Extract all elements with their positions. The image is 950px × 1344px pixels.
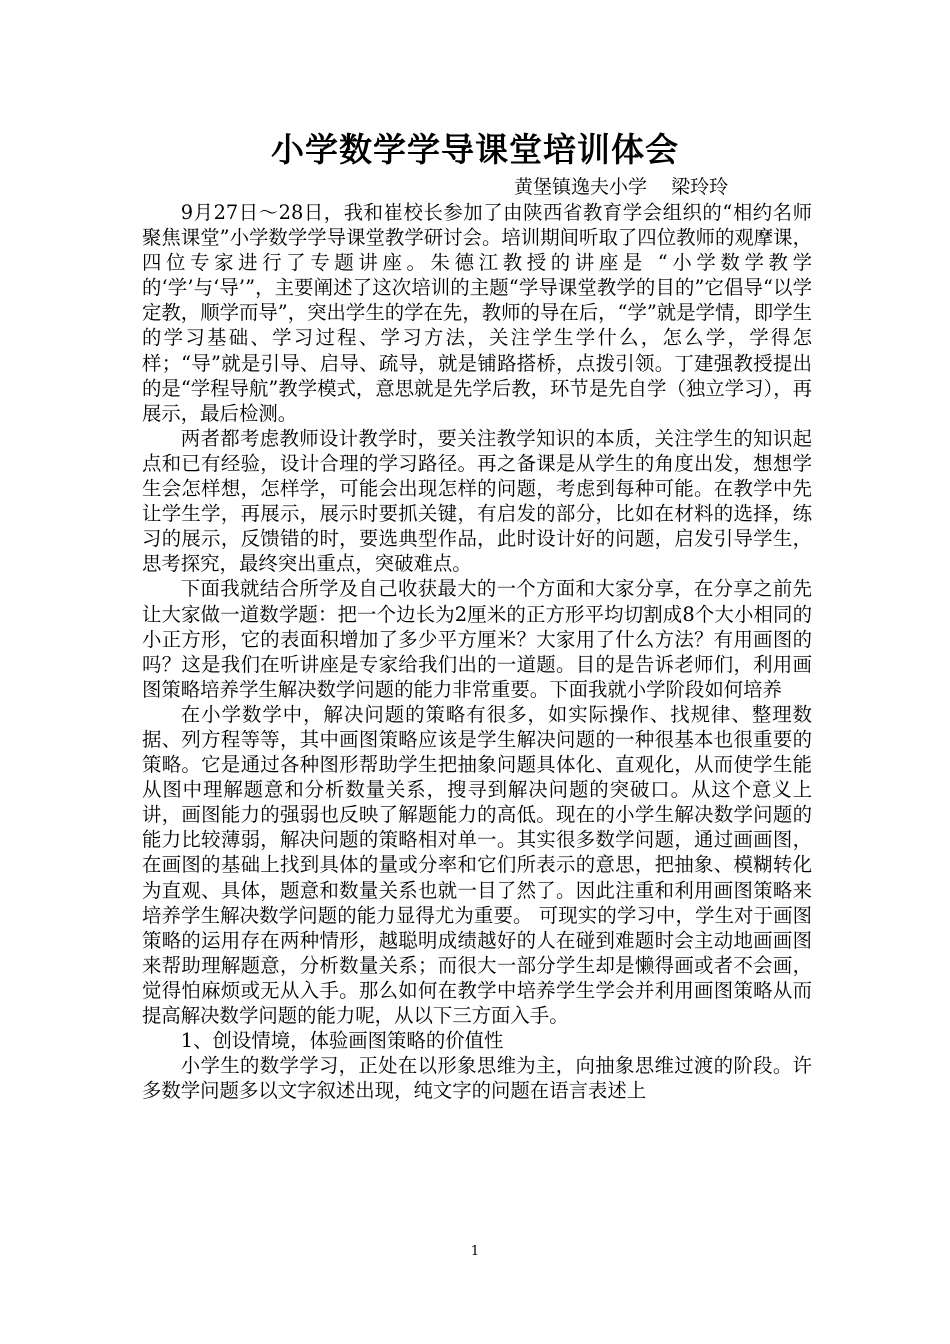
paragraph: 在小学数学中，解决问题的策略有很多，如实际操作、找规律、整理数据、列方程等等，其中画图策略应该是学生解决问题的一种很基本也很重要的策略。它是通过各种图形帮助学生把抽象问题具体化、直观化，从而使学生能从图中理解题意和分析数量关系，搜寻到解决问题的突破口。从这个意义上讲，画图能力的强弱也反映了解题能力的高低。现在的小学生解决数学问题的能力比较薄弱，解决问题的策略相对单一。其实很多数学问题，通过画画图，在画图的基础上找到具体的量或分率和它们所表示的意思，把抽象、模糊转化为直观、具体，题意和数量关系也就一目了然了。因此注重和利用画图策略来培养学生解决数学问题的能力显得尤为重要。 可现实的学习中，学生对于画图策略的运用存在两种情形，越聪明成绩越好的人在碰到难题时会主动地画画图来帮助理解题意，分析数量关系；而很大一部分学生却是懒得画或者不会画，觉得怕麻烦或无从入手。那么如何在教学中培养学生学会并利用画图策略从而提高解决数学问题的能力呢，从以下三方面入手。	[142, 702, 812, 1027]
document-body	[142, 200, 812, 1103]
page-number: 1	[470, 1244, 480, 1259]
section-heading: 1、创设情境，体验画图策略的价值性	[180, 1029, 504, 1053]
paragraph: 9月27日～28日，我和崔校长参加了由陕西省教育学会组织的“相约名师 聚焦课堂”小学数学学导课堂教学研讨会。培训期间听取了四位教师的观摩课，四位专家进行了专题讲座。朱德江教授的讲座是 “小学数学教学的‘学’与‘导’”，主要阐述了这次培训的主题“学导课堂教学的目的”它倡导“以学定教，顺学而导”，突出学生的学在先，教师的导在后，“学”就是学情，即学生的学习基础、学习过程、学习方法，关注学生学什么，怎么学，学得怎样；“导”就是引导、启导、疏导，就是铺路搭桥，点拨引领。丁建强教授提出的是“学程导航”教学模式，意思就是先学后教，环节是先自学（独立学习），再展示，最后检测。	[142, 201, 812, 425]
author-byline: 黄堡镇逸夫小学 梁玲玲	[514, 176, 729, 198]
paragraph: 两者都考虑教师设计教学时，要关注教学知识的本质，关注学生的知识起点和已有经验，设计合理的学习路径。再之备课是从学生的角度出发，想想学生会怎样想，怎样学，可能会出现怎样的问题，考虑到每种可能。在教学中先让学生学，再展示，展示时要抓关键，有启发的部分，比如在材料的选择，练习的展示，反馈错的时，要选典型作品，此时设计好的问题，启发引导学生，思考探究，最终突出重点，突破难点。	[142, 426, 812, 576]
paragraph: 小学生的数学学习，正处在以形象思维为主，向抽象思维过渡的阶段。许多数学问题多以文字叙述出现，纯文字的问题在语言表述上	[142, 1054, 812, 1103]
document-title: 小学数学学导课堂培训体会	[271, 130, 679, 169]
paragraph: 下面我就结合所学及自己收获最大的一个方面和大家分享，在分享之前先让大家做一道数学题：把一个边长为2厘米的正方形平均切割成8个大小相同的小正方形，它的表面积增加了多少平方厘米？大家用了什么方法？有用画图的吗？这是我们在听讲座是专家给我们出的一道题。目的是告诉老师们，利用画图策略培养学生解决数学问题的能力非常重要。下面我就小学阶段如何培养	[142, 577, 812, 701]
